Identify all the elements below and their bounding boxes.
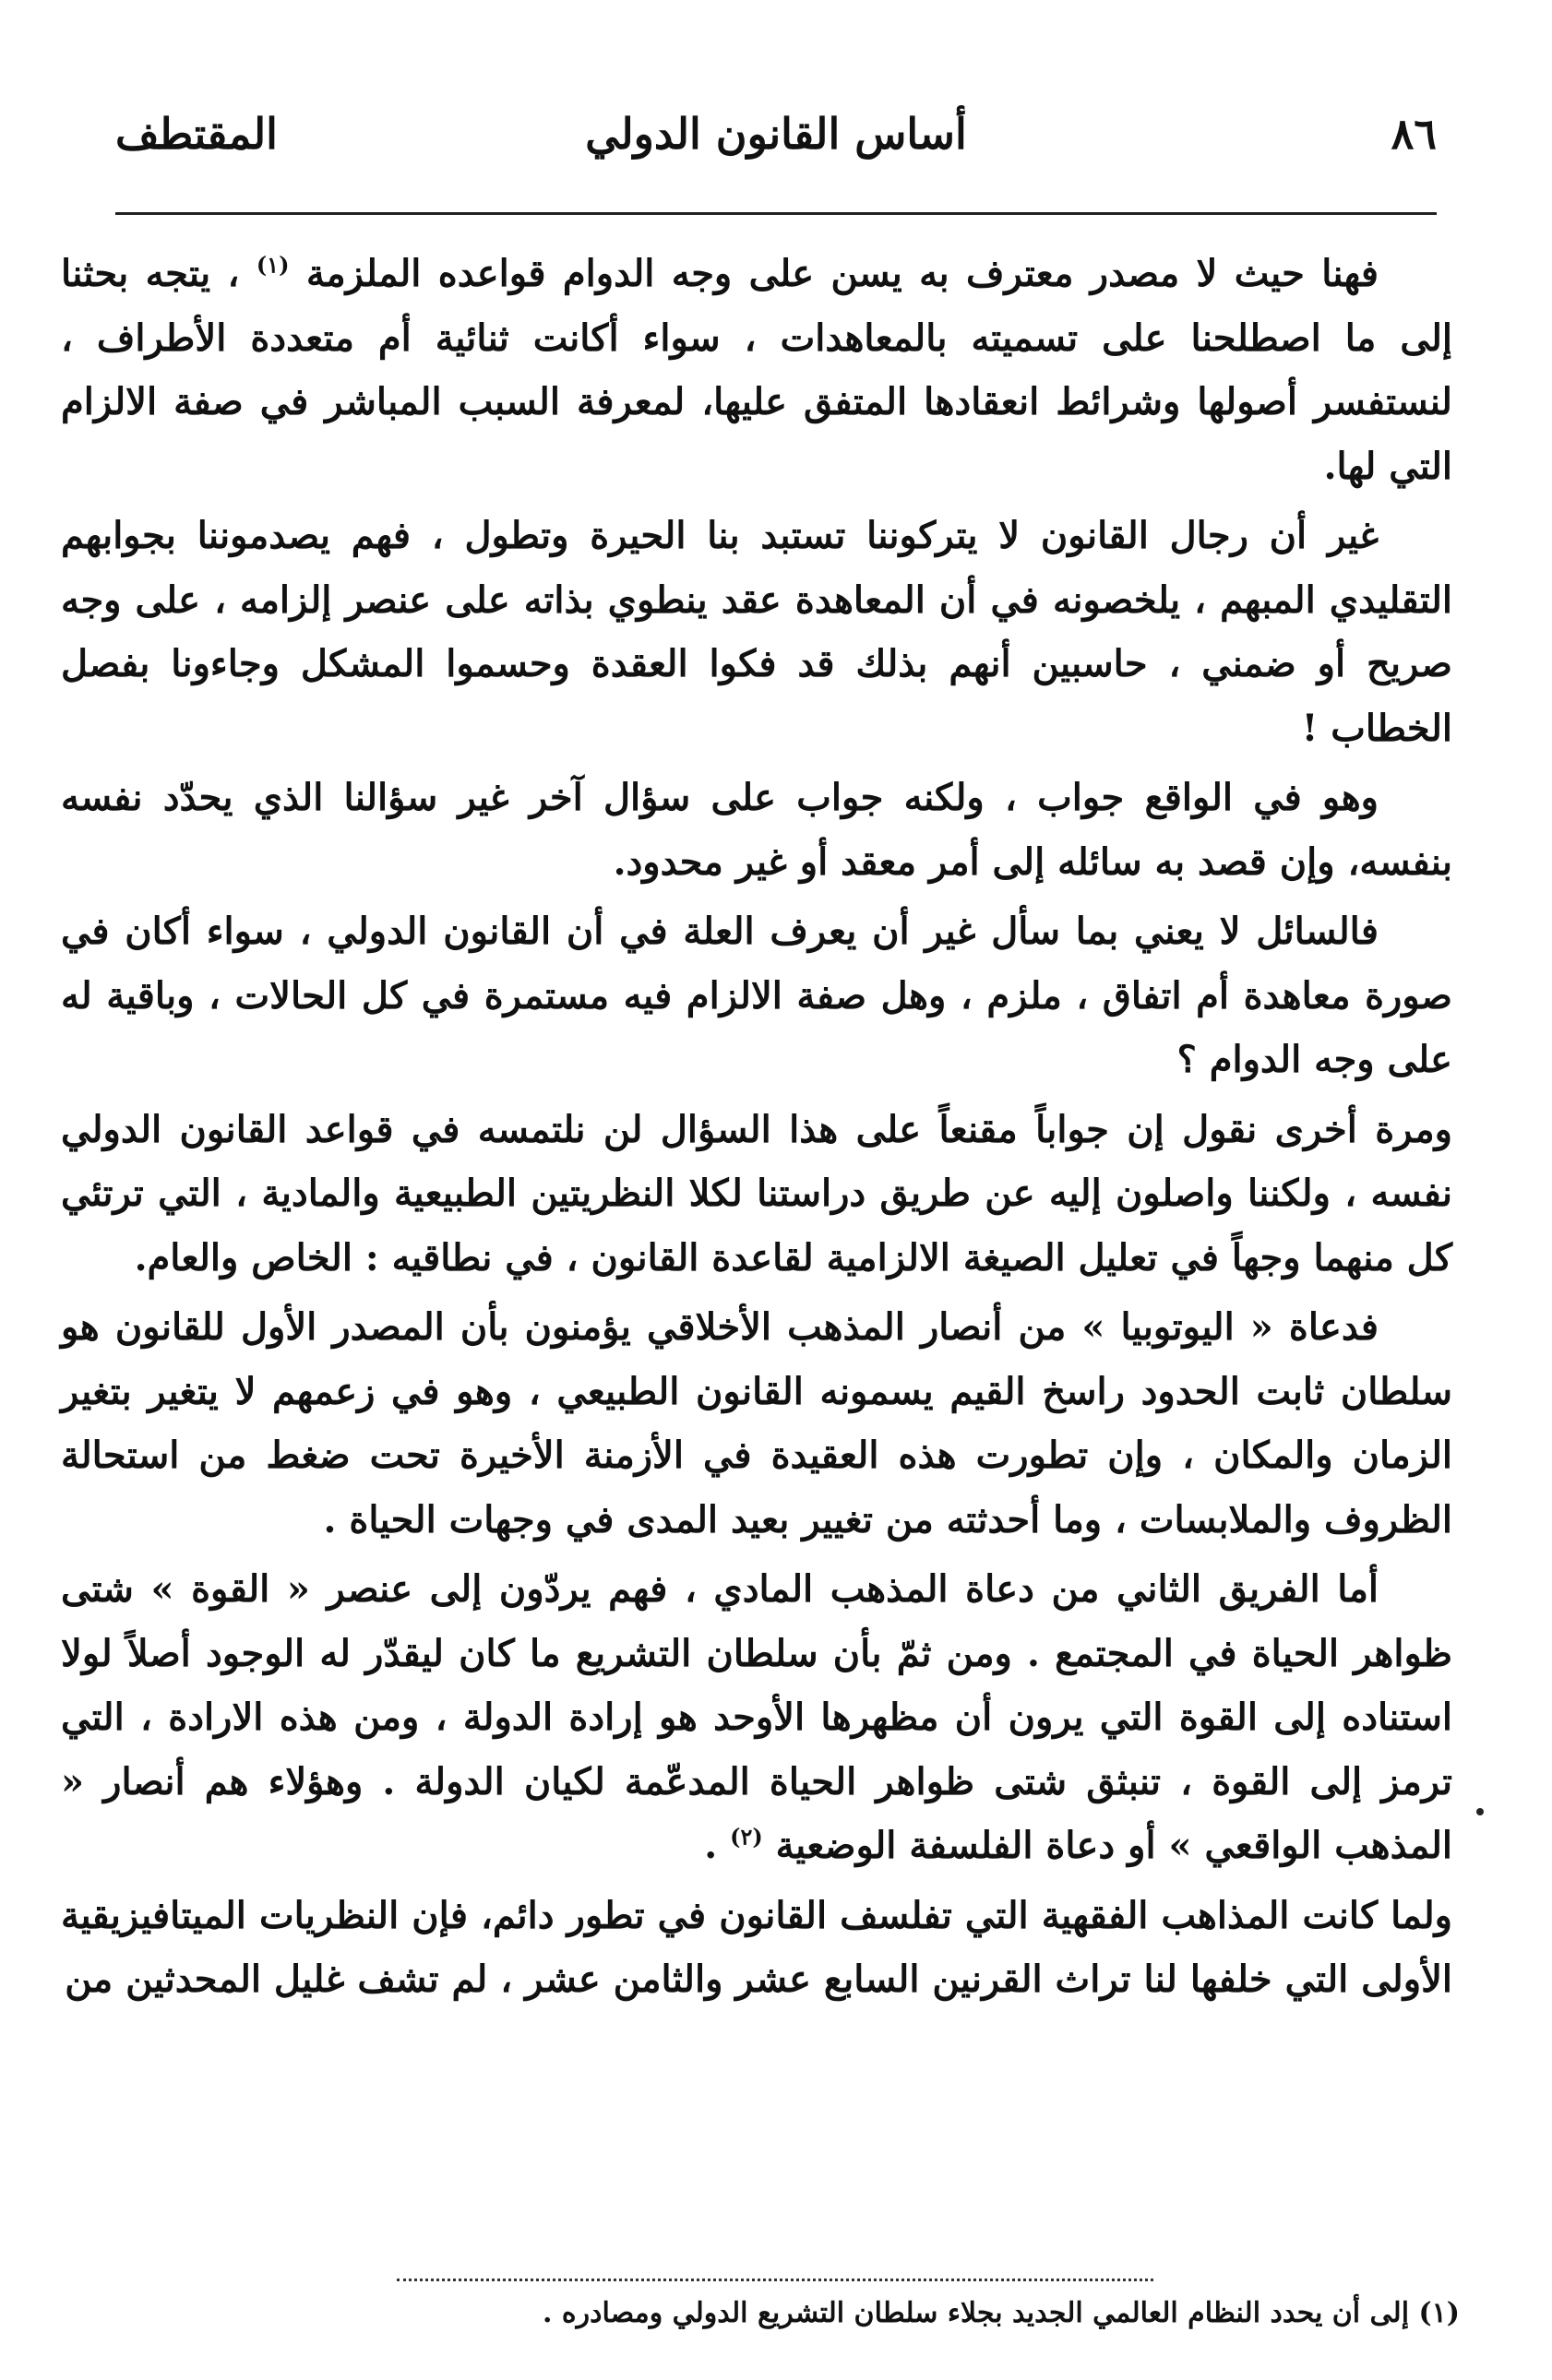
paragraph-5: ومرة أخرى نقول إن جواباً مقنعاً على هذا السؤال لن نلتمسه في قواعد القانون الدولي نفسه ، ولكننا واصلون إليه عن طريق دراستنا لكلا النظريتين الطبيعية والمادية ، التي ترتئي كل منهما وجهاً في تعليل الصيغة الالزامية لقاعدة القانون ، في نطاقيه : الخاص والعام. (61, 1107, 1452, 1279)
footnote-ref-2: (٢) (730, 1823, 763, 1850)
paragraph-6: فدعاة « اليوتوبيا » من أنصار المذهب الأخلاقي يؤمنون بأن المصدر الأول للقانون هو سلطان ثابت الحدود راسخ القيم يسمونه القانون الطبيعي ، وهو في زعمهم لا يتغير بتغير الزمان والمكان ، وإن تطورت هذه العقيدة في الأزمنة الأخيرة تحت ضغط من استحالة الظروف والملابسات ، وما أحدثته من تغيير بعيد المدى في وجهات الحياة . (61, 1305, 1452, 1541)
paragraph-4: فالسائل لا يعني بما سأل غير أن يعرف العلة في أن القانون الدولي ، سواء أكان في صورة معاهدة أم اتفاق ، ملزم ، وهل صفة الالزام فيه مستمرة في كل الحالات ، وباقية له على وجه الدوام ؟ (61, 910, 1452, 1081)
paragraph-3: وهو في الواقع جواب ، ولكنه جواب على سؤال آخر غير سؤالنا الذي يحدّد نفسه بنفسه، وإن قصد به سائله إلى أمر معقد أو غير محدود. (61, 776, 1452, 884)
paragraph-1 (61, 242, 1452, 498)
journal-name: المقتطف (115, 109, 278, 159)
paragraph-8: ولما كانت المذاهب الفقهية التي تفلسف القانون في تطور دائم، فإن النظريات الميتافيزيقية الأولى التي خلفها لنا تراث القرنين السابع عشر والثامن عشر ، لم تشف غليل المحدثين من (61, 1893, 1452, 2001)
margin-mark (1476, 1808, 1484, 1815)
footnote-ref-1: (١) (256, 251, 290, 279)
footnote: (١) إلى أن يحدد النظام العالمي الجديد بجلاء سلطان التشريع الدولي ومصادره . (543, 2297, 1460, 2329)
paragraph-text: ، يتجه بحثنا إلى ما اصطلحنا على تسميته بالمعاهدات ، سواء أكانت ثنائية أم متعددة الأطراف ، لنستفسر أصولها وشرائط انعقادها المتفق عليها، لمعرفة السبب المباشر في صفة الالزام التي لها. (61, 252, 1452, 488)
paragraph-2: غير أن رجال القانون لا يتركوننا تستبد بنا الحيرة وتطول ، فهم يصدموننا بجوابهم التقليدي المبهم ، يلخصونه في أن المعاهدة عقد ينطوي بذاته على عنصر إلزامه ، على وجه صريح أو ضمني ، حاسبين أنهم بذلك قد فكوا العقدة وحسموا المشكل وجاءونا بفصل الخطاب ! (61, 514, 1452, 750)
page-header (115, 109, 1437, 183)
page-title: أساس القانون الدولي (585, 109, 967, 159)
page-number: ٨٦ (1391, 109, 1437, 159)
paragraph-7 (61, 1557, 1452, 1878)
paragraph-text: . (704, 1824, 718, 1867)
paragraph-text: فهنا حيث لا مصدر معترف به يسن على وجه الدوام قواعده الملزمة (305, 252, 1379, 295)
header-divider (115, 212, 1437, 215)
footnote-divider (397, 2279, 1153, 2281)
paragraph-text: أما الفريق الثاني من دعاة المذهب المادي ، فهم يردّون إلى عنصر « القوة » شتى ظواهر الحياة في المجتمع . ومن ثمّ بأن سلطان التشريع ما كان ليقدّر له الوجود أصلاً لولا استناده إلى القوة التي يرون أن مظهرها الأوحد هو إرادة الدولة ، ومن هذه الارادة ، التي ترمز إلى القوة ، تنبثق شتى ظواهر الحياة المدعّمة لكيان الدولة . وهؤلاء هم أنصار « المذهب الواقعي » أو دعاة الفلسفة الوضعية (61, 1567, 1452, 1867)
article-body (61, 242, 1452, 2017)
